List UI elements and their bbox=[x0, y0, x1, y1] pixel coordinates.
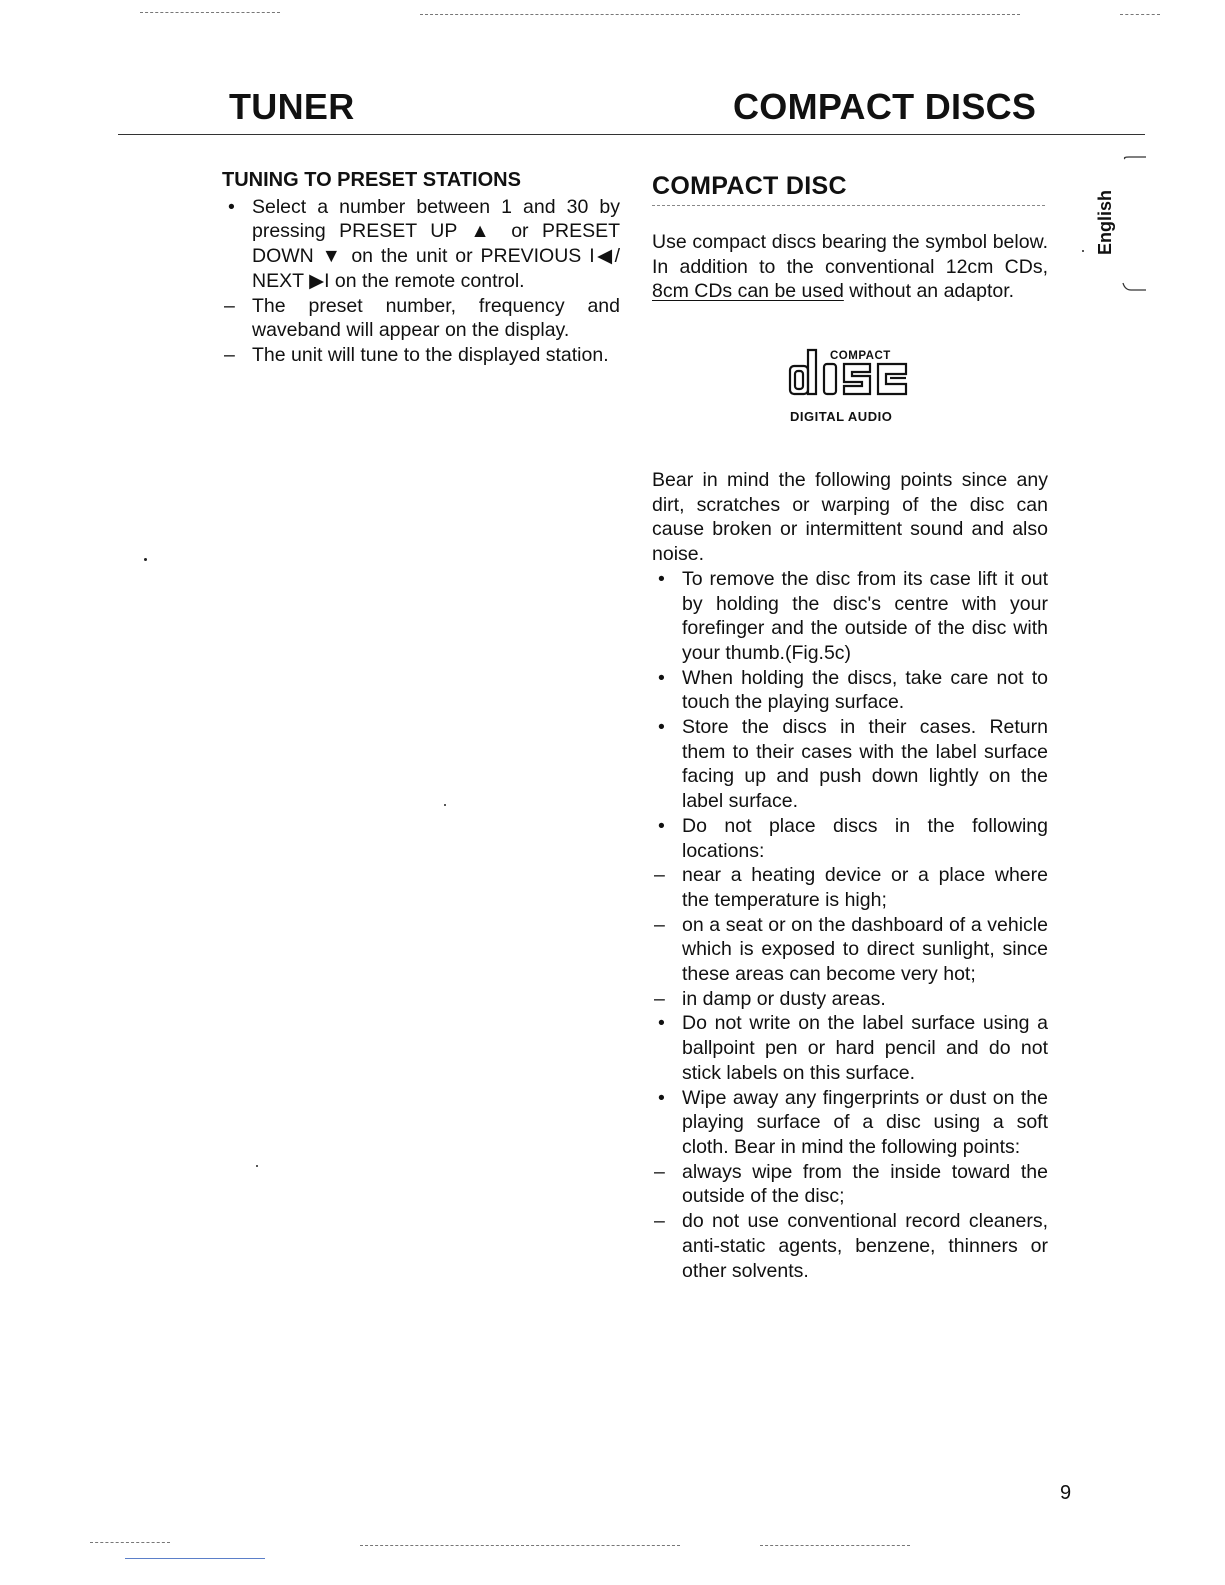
list-item bbox=[652, 1209, 1048, 1283]
scan-noise-top bbox=[420, 14, 1020, 15]
dash-marker: – bbox=[654, 1160, 665, 1183]
intro-underlined-text: 8cm CDs can be used bbox=[652, 280, 844, 303]
scan-noise-bottom bbox=[90, 1542, 170, 1543]
list-item bbox=[652, 715, 1048, 814]
list-item-text: The unit will tune to the displayed station. bbox=[252, 343, 609, 366]
list-item bbox=[222, 343, 620, 368]
bottom-blue-line bbox=[125, 1558, 265, 1559]
list-item-text: Do not place discs in the following locations: bbox=[682, 814, 1048, 862]
list-item-text: Store the discs in their cases. Return them to their cases with the label surface facing up and push down lightly on the label surface. bbox=[682, 716, 1048, 813]
scan-speck bbox=[444, 804, 446, 806]
dash-marker: – bbox=[654, 1210, 665, 1233]
scan-noise-bottom bbox=[760, 1545, 910, 1546]
scan-noise-bottom bbox=[360, 1545, 680, 1546]
list-item bbox=[652, 987, 1048, 1012]
scan-speck bbox=[144, 558, 147, 561]
bullet-marker: • bbox=[658, 814, 665, 837]
bullet-marker: • bbox=[658, 567, 665, 590]
list-item-text: To remove the disc from its case lift it out by holding the disc's centre with your forefinger and the outside of the disc with your thumb.(Fig.5c) bbox=[682, 567, 1048, 664]
bullet-marker: • bbox=[658, 666, 665, 689]
list-item bbox=[652, 666, 1048, 715]
list-item bbox=[652, 1160, 1048, 1209]
dash-marker: – bbox=[654, 864, 665, 887]
list-item bbox=[222, 294, 620, 343]
list-item-text: always wipe from the inside toward the outside of the disc; bbox=[682, 1160, 1048, 1208]
compact-disc-logo bbox=[786, 340, 916, 432]
section-title-compact-discs: COMPACT DISCS bbox=[733, 86, 1037, 127]
list-item-text: on a seat or on the dashboard of a vehicle which is exposed to direct sunlight, since these areas can become very hot; bbox=[682, 913, 1048, 986]
care-intro: Bear in mind the following points since any dirt, scratches or warping of the disc can cause broken or intermittent sound and also noise. bbox=[652, 469, 1048, 566]
dash-marker: – bbox=[654, 987, 665, 1010]
intro-paragraph bbox=[652, 230, 1048, 304]
bullet-marker: • bbox=[658, 1086, 665, 1109]
language-label: English bbox=[1095, 189, 1115, 255]
header-rule bbox=[118, 134, 1145, 135]
list-item-text: near a heating device or a place where the temperature is high; bbox=[682, 864, 1048, 911]
bullet-marker: • bbox=[658, 1012, 665, 1035]
tuner-heading: TUNING TO PRESET STATIONS bbox=[222, 169, 521, 191]
logo-top-label: COMPACT bbox=[830, 350, 891, 362]
language-tab bbox=[1073, 155, 1148, 293]
disc-care-section bbox=[652, 468, 1048, 1283]
dash-marker: – bbox=[224, 294, 235, 317]
list-item-text: Select a number between 1 and 30 by pressing PRESET UP ▲ or PRESET DOWN ▼ on the unit or PREVIOUS I◀/ NEXT ▶I on the remote control. bbox=[252, 195, 620, 292]
intro-text: Use compact discs bearing the symbol below. In addition to the conventional 12cm CDs, bbox=[652, 231, 1048, 278]
scan-speck bbox=[256, 1165, 258, 1167]
tuner-section bbox=[222, 168, 620, 368]
dash-marker: – bbox=[654, 913, 665, 936]
list-item bbox=[652, 1011, 1048, 1085]
list-item-text: Do not write on the label surface using a ballpoint pen or hard pencil and do not stick labels on this surface. bbox=[682, 1012, 1048, 1084]
list-item-text: The preset number, frequency and waveband will appear on the display. bbox=[252, 294, 620, 342]
list-item bbox=[652, 1086, 1048, 1160]
list-item-text: do not use conventional record cleaners, anti-static agents, benzene, thinners or other solvents. bbox=[682, 1210, 1048, 1282]
page-number: 9 bbox=[1060, 1482, 1072, 1504]
list-item bbox=[652, 913, 1048, 987]
compact-disc-heading: COMPACT DISC bbox=[652, 172, 847, 200]
list-item bbox=[652, 567, 1048, 666]
bullet-marker: • bbox=[228, 195, 235, 218]
section-title-tuner: TUNER bbox=[229, 86, 355, 127]
logo-bottom-label: DIGITAL AUDIO bbox=[790, 409, 893, 424]
list-item bbox=[222, 195, 620, 294]
list-item-text: in damp or dusty areas. bbox=[682, 987, 886, 1010]
list-item bbox=[652, 814, 1048, 863]
scan-speck bbox=[1082, 250, 1084, 252]
list-item-text: Wipe away any fingerprints or dust on the playing surface of a disc using a soft cloth. Bear in mind the following points: bbox=[682, 1086, 1048, 1158]
heading-underline bbox=[652, 205, 1045, 206]
scan-noise-top bbox=[140, 12, 280, 13]
intro-text-end: without an adaptor. bbox=[843, 280, 1015, 303]
list-item-text: When holding the discs, take care not to touch the playing surface. bbox=[682, 666, 1048, 714]
scan-noise-top bbox=[1120, 14, 1160, 15]
bullet-marker: • bbox=[658, 716, 665, 739]
dash-marker: – bbox=[224, 343, 235, 366]
list-item bbox=[652, 863, 1048, 912]
